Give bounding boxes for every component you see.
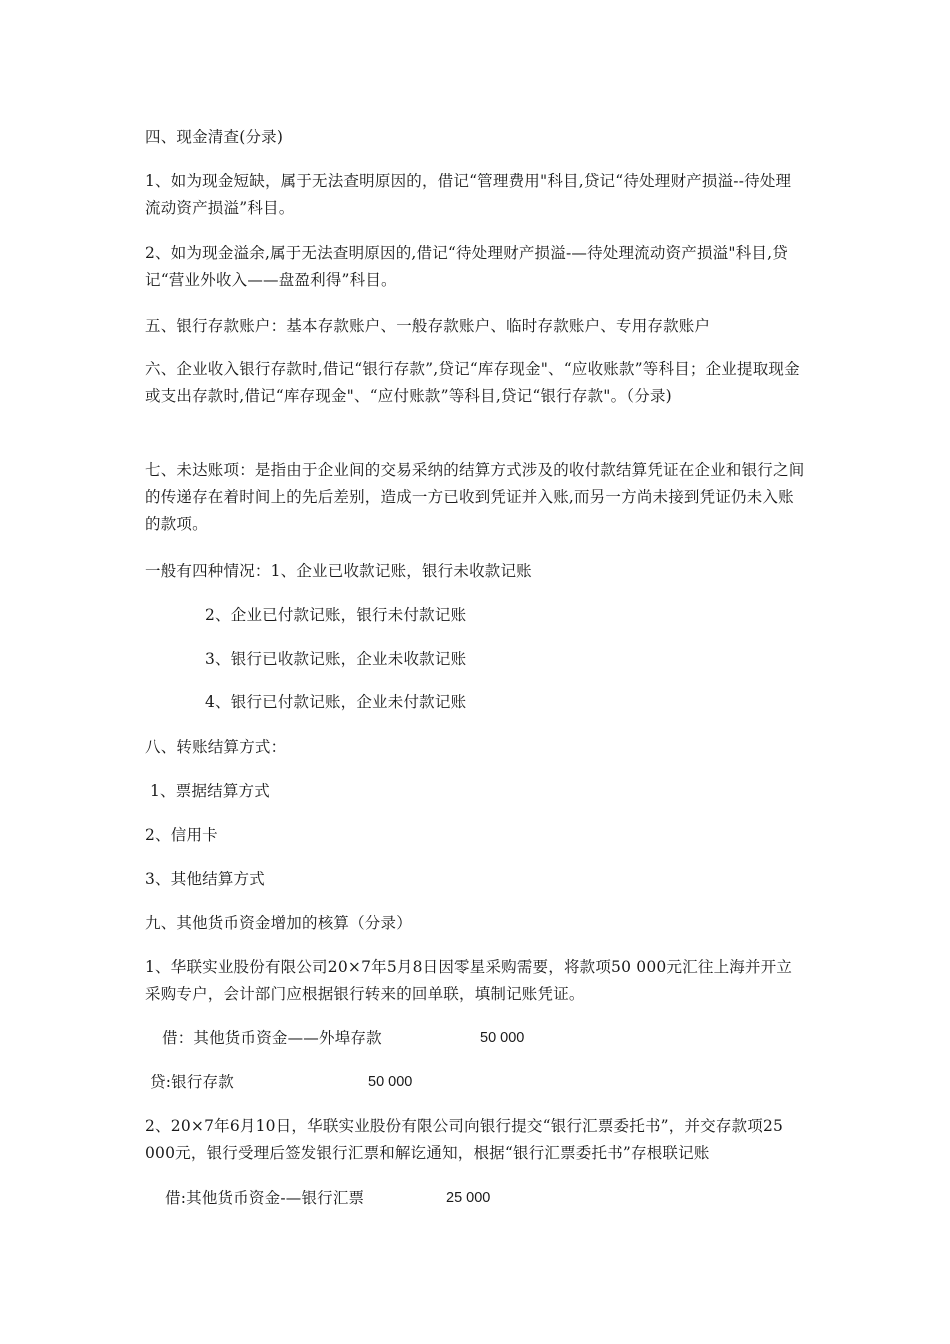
section-heading-transfer-settlement: 八、转账结算方式： — [145, 738, 287, 756]
journal-entry-2-debit: 借:其他货币资金-—银行汇票 — [165, 1189, 365, 1207]
section-heading-other-funds: 九、其他货币资金增加的核算（分录） — [145, 914, 412, 932]
journal-entry-1-credit: 贷:银行存款 — [150, 1073, 234, 1091]
list-intro-four-cases: 一般有四种情况：1、企业已收款记账，银行未收款记账 — [145, 562, 532, 580]
paragraph-bank-deposit-entries: 六、企业收入银行存款时,借记“银行存款”,贷记“库存现金"、“应收账款”等科目；企业提取现金或支出存款时,借记“库存现金"、“应付账款”等科目,贷记“银行存款"。（分录) — [145, 360, 800, 405]
list-item-bill-settlement: 1、票据结算方式 — [150, 782, 270, 800]
paragraph-example-1: 1、华联实业股份有限公司20×7年5月8日因零星采购需要，将款项50 000元汇往上海并开立采购专户，会计部门应根据银行转来的回单联，填制记账凭证。 — [145, 958, 793, 1003]
list-item-credit-card: 2、信用卡 — [145, 826, 218, 844]
list-item-case-2: 2、企业已付款记账，银行未付款记账 — [205, 606, 467, 624]
paragraph-cash-shortage: 1、如为现金短缺，属于无法查明原因的，借记“管理费用"科目,贷记“待处理财产损溢--待处理流动资产损溢”科目。 — [145, 172, 792, 217]
paragraph-example-2: 2、20×7年6月10日，华联实业股份有限公司向银行提交“银行汇票委托书”，并交存款项25 000元，银行受理后签发银行汇票和解讫通知，根据“银行汇票委托书”存根联记账 — [145, 1117, 784, 1162]
journal-entry-1-credit-amount: 50 000 — [368, 1074, 413, 1090]
journal-entry-1-debit-amount: 50 000 — [480, 1030, 525, 1046]
list-item-case-3: 3、银行已收款记账，企业未收款记账 — [205, 650, 467, 668]
journal-entry-1-debit: 借：其他货币资金——外埠存款 — [162, 1029, 382, 1047]
paragraph-cash-surplus: 2、如为现金溢余,属于无法查明原因的,借记“待处理财产损溢-—待处理流动资产损溢"科目,贷记“营业外收入——盘盈利得”科目。 — [145, 244, 788, 289]
section-heading-cash-check: 四、现金清查(分录) — [145, 128, 284, 146]
paragraph-outstanding-items: 七、未达账项：是指由于企业间的交易采纳的结算方式涉及的收付款结算凭证在企业和银行之间的传递存在着时间上的先后差别，造成一方已收到凭证并入账,而另一方尚未接到凭证仍未入账的款项。 — [145, 461, 805, 533]
section-heading-bank-accounts: 五、银行存款账户：基本存款账户、一般存款账户、临时存款账户、专用存款账户 — [145, 317, 711, 335]
journal-entry-2-debit-amount: 25 000 — [446, 1190, 491, 1206]
list-item-case-4: 4、银行已付款记账，企业未付款记账 — [205, 693, 467, 711]
list-item-other-settlement: 3、其他结算方式 — [145, 870, 265, 888]
